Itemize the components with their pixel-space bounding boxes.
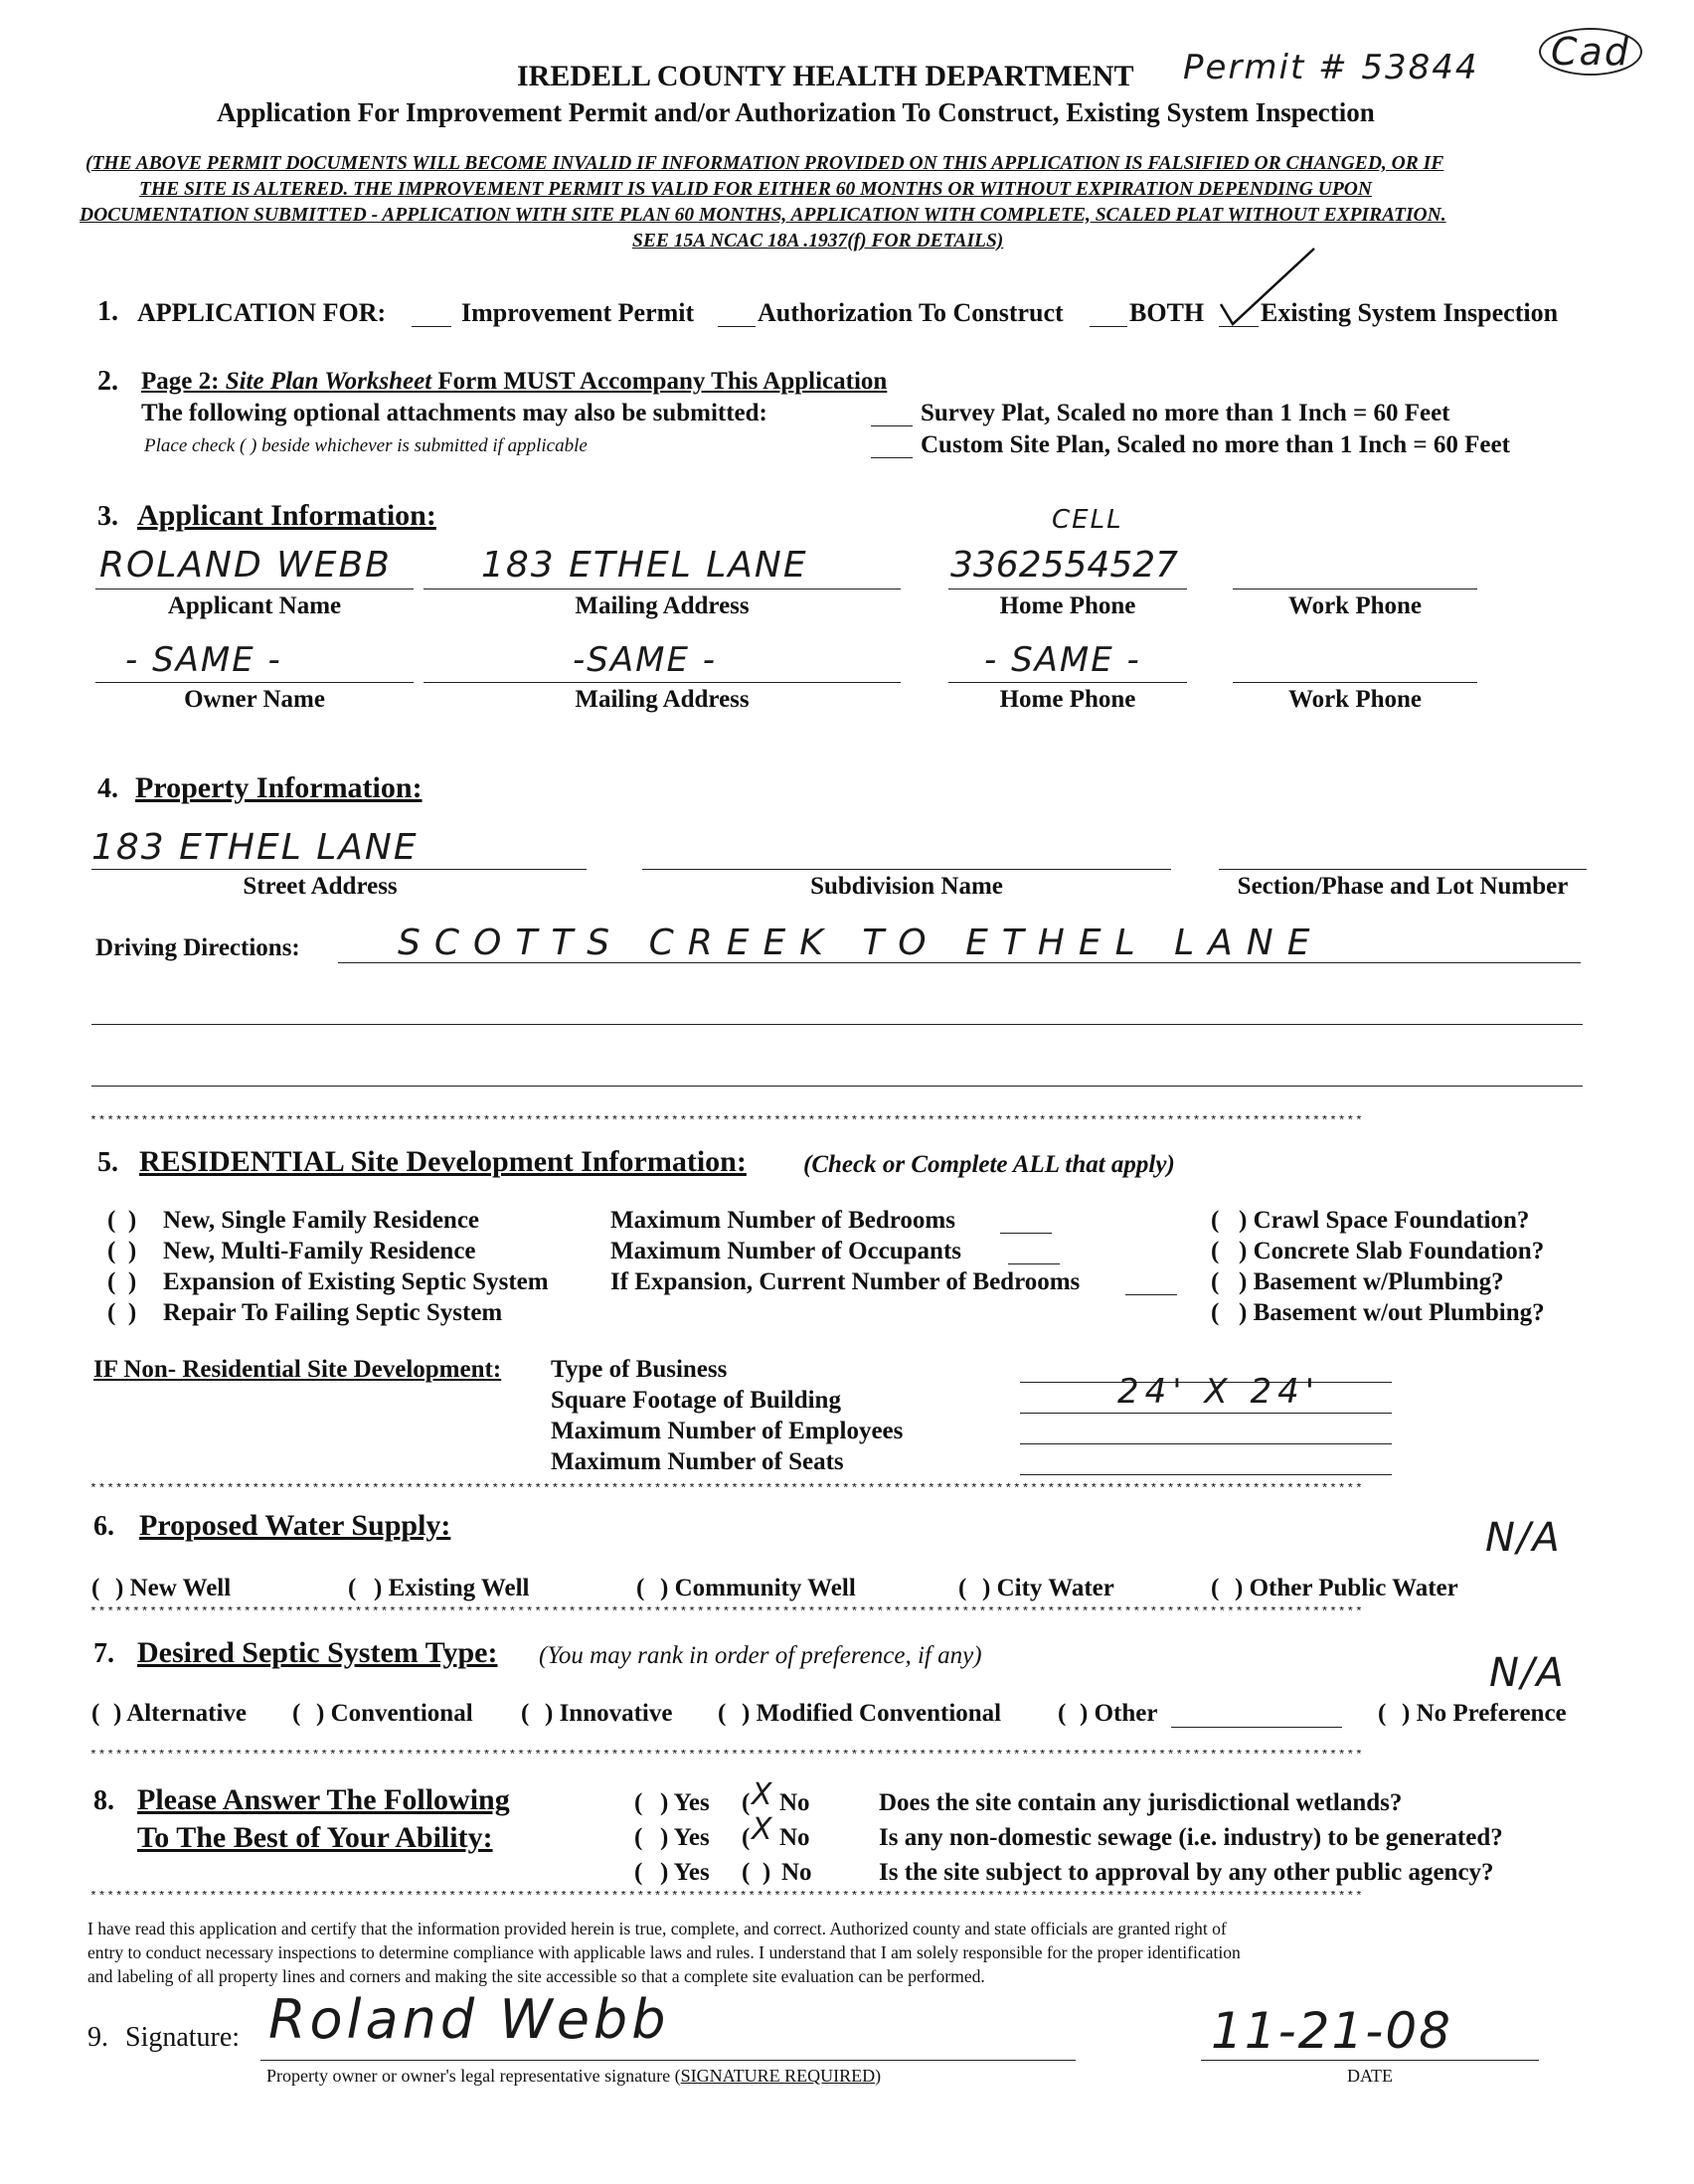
residential-note: (Check or Complete ALL that apply) [803, 1151, 1175, 1178]
max-bedrooms-label: Maximum Number of Bedrooms [610, 1207, 955, 1234]
authorization-label: Authorization To Construct [758, 298, 1064, 327]
max-bedrooms-field[interactable] [1000, 1233, 1052, 1234]
date-value: 11-21-08 [1211, 2002, 1452, 2060]
date-label: DATE [1347, 2066, 1393, 2086]
disclaimer-line-4: SEE 15A NCAC 18A .1937(f) FOR DETAILS) [632, 231, 1004, 252]
owner-name-value: - SAME - [125, 640, 282, 680]
cell-note: CELL [1052, 505, 1123, 535]
modified-conventional-checkbox[interactable]: ( [718, 1700, 727, 1727]
community-well-label: ) Community Well [660, 1575, 856, 1601]
authorization-checkbox[interactable] [718, 326, 756, 327]
both-label: BOTH [1129, 298, 1205, 327]
certification-line-1: I have read this application and certify that the information provided herein is true, complete, and correct. Authorized county and state officials are granted right of [87, 1919, 1227, 1938]
new-single-family-checkbox[interactable]: ( ) [107, 1207, 137, 1234]
survey-plat-label: Survey Plat, Scaled no more than 1 Inch = 60 Feet [921, 400, 1450, 426]
owner-mailing-address-label: Mailing Address [575, 686, 750, 713]
signature-label: Signature: [125, 2022, 241, 2053]
section-5-number: 5. [97, 1147, 118, 1178]
sewage-no-label: No [779, 1824, 810, 1851]
wetlands-question: Does the site contain any jurisdictional wetlands? [879, 1789, 1403, 1816]
sewage-yes-label: ) Yes [660, 1824, 710, 1851]
owner-phone-value: - SAME - [984, 640, 1141, 680]
new-multi-family-checkbox[interactable]: ( ) [107, 1238, 137, 1264]
section-4-number: 4. [97, 773, 118, 804]
custom-site-plan-label: Custom Site Plan, Scaled no more than 1 Inch = 60 Feet [921, 431, 1510, 458]
existing-well-label: ) Existing Well [374, 1575, 530, 1601]
repair-checkbox[interactable]: ( ) [107, 1299, 137, 1326]
existing-well-checkbox[interactable]: ( [348, 1575, 357, 1601]
basement-no-plumbing-checkbox[interactable]: ( [1211, 1299, 1220, 1326]
owner-address-field[interactable] [424, 682, 901, 683]
site-plan-requirement: Page 2: Site Plan Worksheet Form MUST Accompany This Application [141, 368, 888, 395]
max-employees-field[interactable] [1020, 1443, 1392, 1444]
city-water-label: ) City Water [982, 1575, 1114, 1601]
separator-stars-5: ***************************************************************************************************************************************************** [89, 1891, 1364, 1903]
owner-home-phone-label: Home Phone [999, 686, 1136, 713]
applicant-name-label: Applicant Name [167, 592, 342, 619]
current-bedrooms-field[interactable] [1125, 1294, 1177, 1295]
other-septic-field[interactable] [1171, 1727, 1342, 1728]
optional-attachments-text: The following optional attachments may also be submitted: [141, 400, 767, 426]
expansion-checkbox[interactable]: ( ) [107, 1268, 137, 1295]
driving-directions-label: Driving Directions: [95, 934, 300, 961]
owner-address-value: -SAME - [573, 640, 718, 680]
subdivision-field[interactable] [642, 869, 1171, 870]
home-phone-field[interactable] [948, 588, 1187, 589]
form-title: IREDELL COUNTY HEALTH DEPARTMENT [517, 60, 1134, 92]
max-seats-field[interactable] [1020, 1474, 1392, 1475]
max-occupants-field[interactable] [1008, 1263, 1060, 1264]
other-septic-checkbox[interactable]: ( [1058, 1700, 1067, 1727]
place-check-note: Place check ( ) beside whichever is submitted if applicable [144, 435, 588, 456]
modified-conventional-label: ) Modified Conventional [742, 1700, 1002, 1727]
sewage-no-mark: X [752, 1812, 774, 1847]
new-well-label: ) New Well [115, 1575, 232, 1601]
septic-type-answer: N/A [1489, 1650, 1566, 1696]
current-bedrooms-label: If Expansion, Current Number of Bedrooms [610, 1268, 1081, 1295]
date-field[interactable] [1201, 2060, 1539, 2061]
owner-name-field[interactable] [95, 682, 414, 683]
concrete-slab-label: ) Concrete Slab Foundation? [1239, 1238, 1545, 1264]
applicant-name-value: ROLAND WEBB [99, 545, 392, 586]
mailing-address-field[interactable] [424, 588, 901, 589]
mailing-address-label: Mailing Address [575, 592, 750, 619]
section-lot-label: Section/Phase and Lot Number [1237, 873, 1569, 900]
separator-stars-2: ***************************************************************************************************************************************************** [89, 1483, 1364, 1495]
certification-line-2: entry to conduct necessary inspections to determine compliance with applicable laws and rules. I understand that I am solely responsible for the proper identification [87, 1942, 1241, 1962]
no-preference-checkbox[interactable]: ( [1378, 1700, 1387, 1727]
disclaimer-line-2: THE SITE IS ALTERED. THE IMPROVEMENT PERMIT IS VALID FOR EITHER 60 MONTHS OR WITHOUT EXPIRATION DEPENDING UPON [139, 179, 1372, 200]
max-employees-label: Maximum Number of Employees [551, 1418, 904, 1444]
other-public-water-checkbox[interactable]: ( [1211, 1575, 1220, 1601]
other-septic-label: ) Other [1080, 1700, 1158, 1727]
owner-name-label: Owner Name [184, 686, 325, 713]
signature-value: Roland Webb [268, 1988, 670, 2051]
disclaimer-line-1: (THE ABOVE PERMIT DOCUMENTS WILL BECOME INVALID IF INFORMATION PROVIDED ON THIS APPLICATION IS FALSIFIED OR CHANGED, OR IF [85, 153, 1444, 174]
conventional-checkbox[interactable]: ( [292, 1700, 301, 1727]
agency-no-checkbox[interactable]: ( ) [742, 1859, 771, 1886]
owner-work-phone-label: Work Phone [1287, 686, 1423, 713]
driving-directions-value: SCOTTS CREEK TO ETHEL LANE [398, 923, 1324, 963]
driving-directions-line-2[interactable] [91, 1024, 1583, 1025]
street-address-value: 183 ETHEL LANE [91, 827, 419, 868]
septic-type-note: (You may rank in order of preference, if any) [539, 1642, 982, 1669]
innovative-checkbox[interactable]: ( [521, 1700, 530, 1727]
agency-yes-checkbox[interactable]: ( [634, 1859, 643, 1886]
disclaimer-line-3: DOCUMENTATION SUBMITTED - APPLICATION WITH SITE PLAN 60 MONTHS, APPLICATION WITH COMPLETE, SCALED PLAT WITHOUT EXPIRATION. [80, 205, 1446, 226]
max-seats-label: Maximum Number of Seats [551, 1448, 844, 1475]
street-address-field[interactable] [91, 869, 587, 870]
section-7-number: 7. [93, 1638, 114, 1669]
basement-no-plumbing-label: ) Basement w/out Plumbing? [1239, 1299, 1545, 1326]
type-of-business-label: Type of Business [551, 1356, 728, 1383]
separator-stars-4: ***************************************************************************************************************************************************** [89, 1750, 1364, 1762]
existing-system-label: Existing System Inspection [1261, 298, 1559, 327]
crawl-space-label: ) Crawl Space Foundation? [1239, 1207, 1530, 1234]
section-lot-field[interactable] [1219, 869, 1587, 870]
alternative-label: ) Alternative [113, 1700, 247, 1727]
max-occupants-label: Maximum Number of Occupants [610, 1238, 962, 1264]
agency-question: Is the site subject to approval by any other public agency? [879, 1859, 1494, 1886]
other-public-water-label: ) Other Public Water [1235, 1575, 1458, 1601]
section-2-number: 2. [97, 366, 118, 397]
mailing-address-value: 183 ETHEL LANE [481, 545, 808, 586]
section-9-number: 9. [87, 2022, 108, 2053]
water-supply-answer: N/A [1485, 1515, 1562, 1561]
innovative-label: ) Innovative [545, 1700, 673, 1727]
basement-plumbing-checkbox[interactable]: ( [1211, 1268, 1220, 1295]
driving-directions-line-3[interactable] [91, 1086, 1583, 1087]
section-1-number: 1. [97, 296, 118, 327]
square-footage-value: 24' X 24' [1117, 1372, 1321, 1412]
wetlands-no-checkbox[interactable]: ( [742, 1789, 751, 1816]
permit-number-note: Permit # 53844 [1183, 48, 1479, 87]
square-footage-label: Square Footage of Building [551, 1387, 841, 1414]
square-footage-field[interactable] [1020, 1413, 1392, 1414]
home-phone-label: Home Phone [999, 592, 1136, 619]
improvement-permit-label: Improvement Permit [461, 298, 695, 327]
applicant-information-heading: Applicant Information: [137, 499, 436, 532]
home-phone-value: 3362554527 [950, 545, 1179, 586]
agency-yes-label: ) Yes [660, 1859, 710, 1886]
application-for-label: APPLICATION FOR: [137, 298, 387, 327]
sewage-question: Is any non-domestic sewage (i.e. industry) to be generated? [879, 1824, 1503, 1851]
septic-type-heading: Desired Septic System Type: [137, 1636, 498, 1669]
concrete-slab-checkbox[interactable]: ( [1211, 1238, 1220, 1264]
wetlands-yes-checkbox[interactable]: ( [634, 1789, 643, 1816]
sewage-yes-checkbox[interactable]: ( [634, 1824, 643, 1851]
conventional-label: ) Conventional [316, 1700, 473, 1727]
sewage-no-checkbox[interactable]: ( [742, 1824, 751, 1851]
property-information-heading: Property Information: [135, 771, 423, 804]
section-8-number: 8. [93, 1785, 114, 1816]
owner-home-phone-field[interactable] [948, 682, 1187, 683]
improvement-permit-checkbox[interactable] [412, 326, 451, 327]
signature-caption: Property owner or owner's legal representative signature (SIGNATURE REQUIRED) [266, 2066, 882, 2086]
wetlands-no-mark: X [752, 1777, 774, 1812]
water-supply-heading: Proposed Water Supply: [139, 1509, 451, 1542]
repair-label: Repair To Failing Septic System [163, 1299, 503, 1326]
work-phone-field[interactable] [1233, 588, 1477, 589]
community-well-checkbox[interactable]: ( [636, 1575, 645, 1601]
crawl-space-checkbox[interactable]: ( [1211, 1207, 1220, 1234]
survey-plat-checkbox[interactable] [871, 425, 913, 426]
section-3-number: 3. [97, 501, 118, 532]
section-6-number: 6. [93, 1511, 114, 1542]
form-subtitle: Application For Improvement Permit and/or Authorization To Construct, Existing System Inspection [217, 97, 1375, 127]
certification-line-3: and labeling of all property lines and corners and making the site accessible so that a complete site evaluation can be performed. [87, 1966, 985, 1986]
driving-directions-field[interactable] [338, 962, 1581, 963]
alternative-checkbox[interactable]: ( [91, 1700, 100, 1727]
answer-following-heading-1: Please Answer The Following [137, 1783, 510, 1816]
wetlands-no-label: No [779, 1789, 810, 1816]
residential-heading: RESIDENTIAL Site Development Information: [139, 1145, 747, 1178]
street-address-label: Street Address [243, 873, 398, 900]
no-preference-label: ) No Preference [1402, 1700, 1567, 1727]
new-multi-family-label: New, Multi-Family Residence [163, 1238, 476, 1264]
separator-stars-3: ***************************************************************************************************************************************************** [89, 1606, 1364, 1618]
corner-mark: Cad [1539, 28, 1642, 76]
answer-following-heading-2: To The Best of Your Ability: [137, 1821, 493, 1854]
new-single-family-label: New, Single Family Residence [163, 1207, 480, 1234]
subdivision-label: Subdivision Name [810, 873, 1003, 900]
separator-stars-1: ***************************************************************************************************************************************************** [89, 1115, 1364, 1127]
basement-plumbing-label: ) Basement w/Plumbing? [1239, 1268, 1504, 1295]
expansion-label: Expansion of Existing Septic System [163, 1268, 549, 1295]
owner-work-phone-field[interactable] [1233, 682, 1477, 683]
work-phone-label: Work Phone [1287, 592, 1423, 619]
wetlands-yes-label: ) Yes [660, 1789, 710, 1816]
non-residential-label: IF Non- Residential Site Development: [93, 1356, 502, 1383]
both-checkbox[interactable] [1090, 326, 1127, 327]
new-well-checkbox[interactable]: ( [91, 1575, 100, 1601]
agency-no-label: No [781, 1859, 812, 1886]
signature-field[interactable] [260, 2060, 1076, 2061]
city-water-checkbox[interactable]: ( [958, 1575, 967, 1601]
applicant-name-field[interactable] [95, 588, 414, 589]
custom-site-plan-checkbox[interactable] [871, 457, 913, 458]
